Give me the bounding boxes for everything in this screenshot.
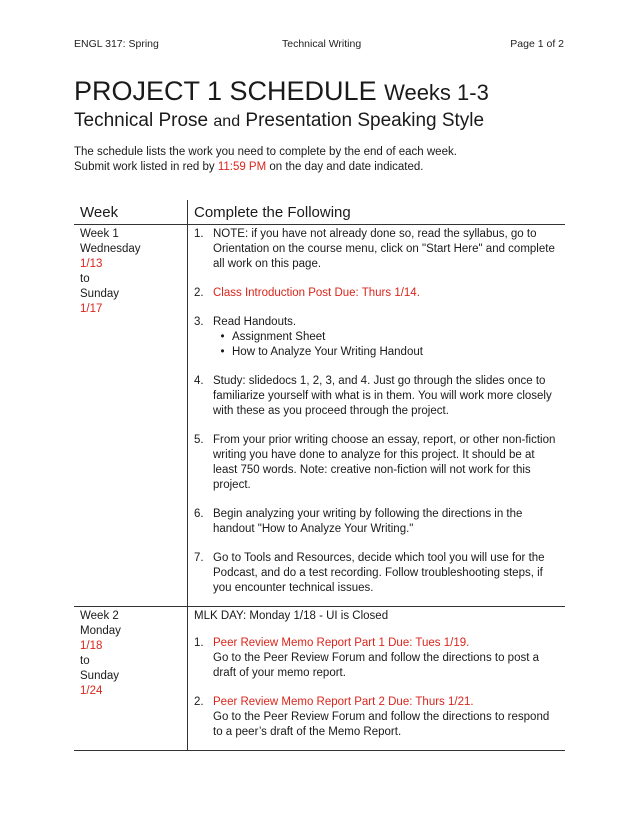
- header-week: Week: [74, 200, 188, 225]
- task-text: NOTE: if you have not already done so, read the syllabus, go to Orientation on the course menu, click on "Start Here" and complete all work on this page.: [213, 228, 555, 270]
- task-text: Begin analyzing your writing by following the directions in the handout "How to Analyze Your Writing.": [213, 508, 523, 535]
- task-item: [194, 315, 560, 360]
- task-item: [194, 433, 560, 493]
- week-1-end-day: Sunday: [80, 288, 120, 300]
- task-text: Read Handouts.: [213, 316, 297, 328]
- task-text-due: Class Introduction Post Due: Thurs 1/14.: [213, 287, 420, 299]
- task-text: Go to the Peer Review Forum and follow the directions to post a draft of your memo report.: [213, 652, 539, 679]
- task-number: 5.: [194, 434, 204, 446]
- week-2-row: [74, 607, 565, 751]
- task-due-line: Peer Review Memo Report Part 2 Due: Thurs 1/21.: [213, 696, 474, 708]
- week-1-to: to: [80, 273, 90, 285]
- task-number: 2.: [194, 287, 204, 299]
- task-item: [194, 227, 560, 272]
- week-2-end-day: Sunday: [80, 670, 120, 682]
- task-due-line: Peer Review Memo Report Part 1 Due: Tues 1/19.: [213, 637, 470, 649]
- week-1-cell: [74, 225, 188, 607]
- week-1-label: Week 1: [80, 228, 119, 240]
- task-number: 3.: [194, 316, 204, 328]
- task-item: [194, 695, 560, 740]
- week-2-end-date: 1/24: [80, 685, 103, 697]
- title-main: PROJECT 1 SCHEDULE: [74, 76, 377, 106]
- page-title: [74, 75, 489, 109]
- deadline-time: 11:59 PM: [217, 161, 267, 173]
- holiday-note: MLK DAY: Monday 1/18 - UI is Closed: [194, 610, 389, 622]
- task-number: 2.: [194, 696, 204, 708]
- header-title: Technical Writing: [282, 38, 362, 50]
- header-course: ENGL 317: Spring: [74, 38, 159, 50]
- intro-line-1: The schedule lists the work you need to complete by the end of each week.: [74, 146, 457, 158]
- task-number: 7.: [194, 552, 204, 564]
- week-2-tasks: [188, 607, 566, 751]
- list-item: [213, 345, 560, 360]
- page-subtitle: [74, 108, 484, 135]
- week-1-tasks: [188, 225, 566, 607]
- handout-list: [213, 330, 560, 360]
- task-item: [194, 374, 560, 419]
- task-item: [194, 286, 560, 301]
- week-1-start-day: Wednesday: [80, 243, 141, 255]
- task-text: Study: slidedocs 1, 2, 3, and 4. Just go through the slides once to familiarize yourself with what is in them. You will work more closely with these as you proceed through the project.: [213, 375, 552, 417]
- schedule-table: [74, 200, 565, 751]
- week-2-start-date: 1/18: [80, 640, 103, 652]
- week-1-row: [74, 225, 565, 607]
- task-number: 4.: [194, 375, 204, 387]
- task-item: [194, 636, 560, 681]
- week-2-to: to: [80, 655, 90, 667]
- list-item: [213, 330, 560, 345]
- week-1-end-date: 1/17: [80, 303, 103, 315]
- list-item-text: How to Analyze Your Writing Handout: [232, 346, 423, 358]
- header-page-number: Page 1 of 2: [510, 38, 564, 50]
- intro-line-2-pre: Submit work listed in red by: [74, 161, 218, 173]
- list-item-text: Assignment Sheet: [232, 331, 326, 343]
- week-2-start-day: Monday: [80, 625, 121, 637]
- subtitle-and: and: [213, 113, 241, 130]
- title-weeks: Weeks 1-3: [384, 80, 489, 105]
- subtitle-part2: Presentation Speaking Style: [245, 110, 485, 131]
- table-header-row: [74, 200, 565, 225]
- week-1-start-date: 1/13: [80, 258, 103, 270]
- week-2-cell: [74, 607, 188, 751]
- task-text: From your prior writing choose an essay, report, or other non-fiction writing you have done to analyze for this project. It should be at least 750 words. Note: creative non-fiction will not work for this project.: [213, 434, 556, 491]
- header-complete: Complete the Following: [188, 200, 566, 225]
- intro-text: [74, 145, 457, 175]
- bullet-icon: •: [220, 331, 225, 343]
- intro-line-2-post: on the day and date indicated.: [266, 161, 424, 173]
- bullet-icon: •: [220, 346, 225, 358]
- task-item: [194, 507, 560, 537]
- subtitle-part1: Technical Prose: [74, 110, 209, 131]
- week-2-label: Week 2: [80, 610, 119, 622]
- task-text: Go to the Peer Review Forum and follow the directions to respond to a peer’s draft of the Memo Report.: [213, 711, 550, 738]
- task-number: 1.: [194, 637, 204, 649]
- task-text: Go to Tools and Resources, decide which tool you will use for the Podcast, and do a test recording. Follow troubleshooting steps, if you encounter technical issues.: [213, 552, 545, 594]
- intro-line-2: [74, 160, 457, 175]
- task-item: [194, 551, 560, 596]
- task-number: 6.: [194, 508, 204, 520]
- task-number: 1.: [194, 228, 204, 240]
